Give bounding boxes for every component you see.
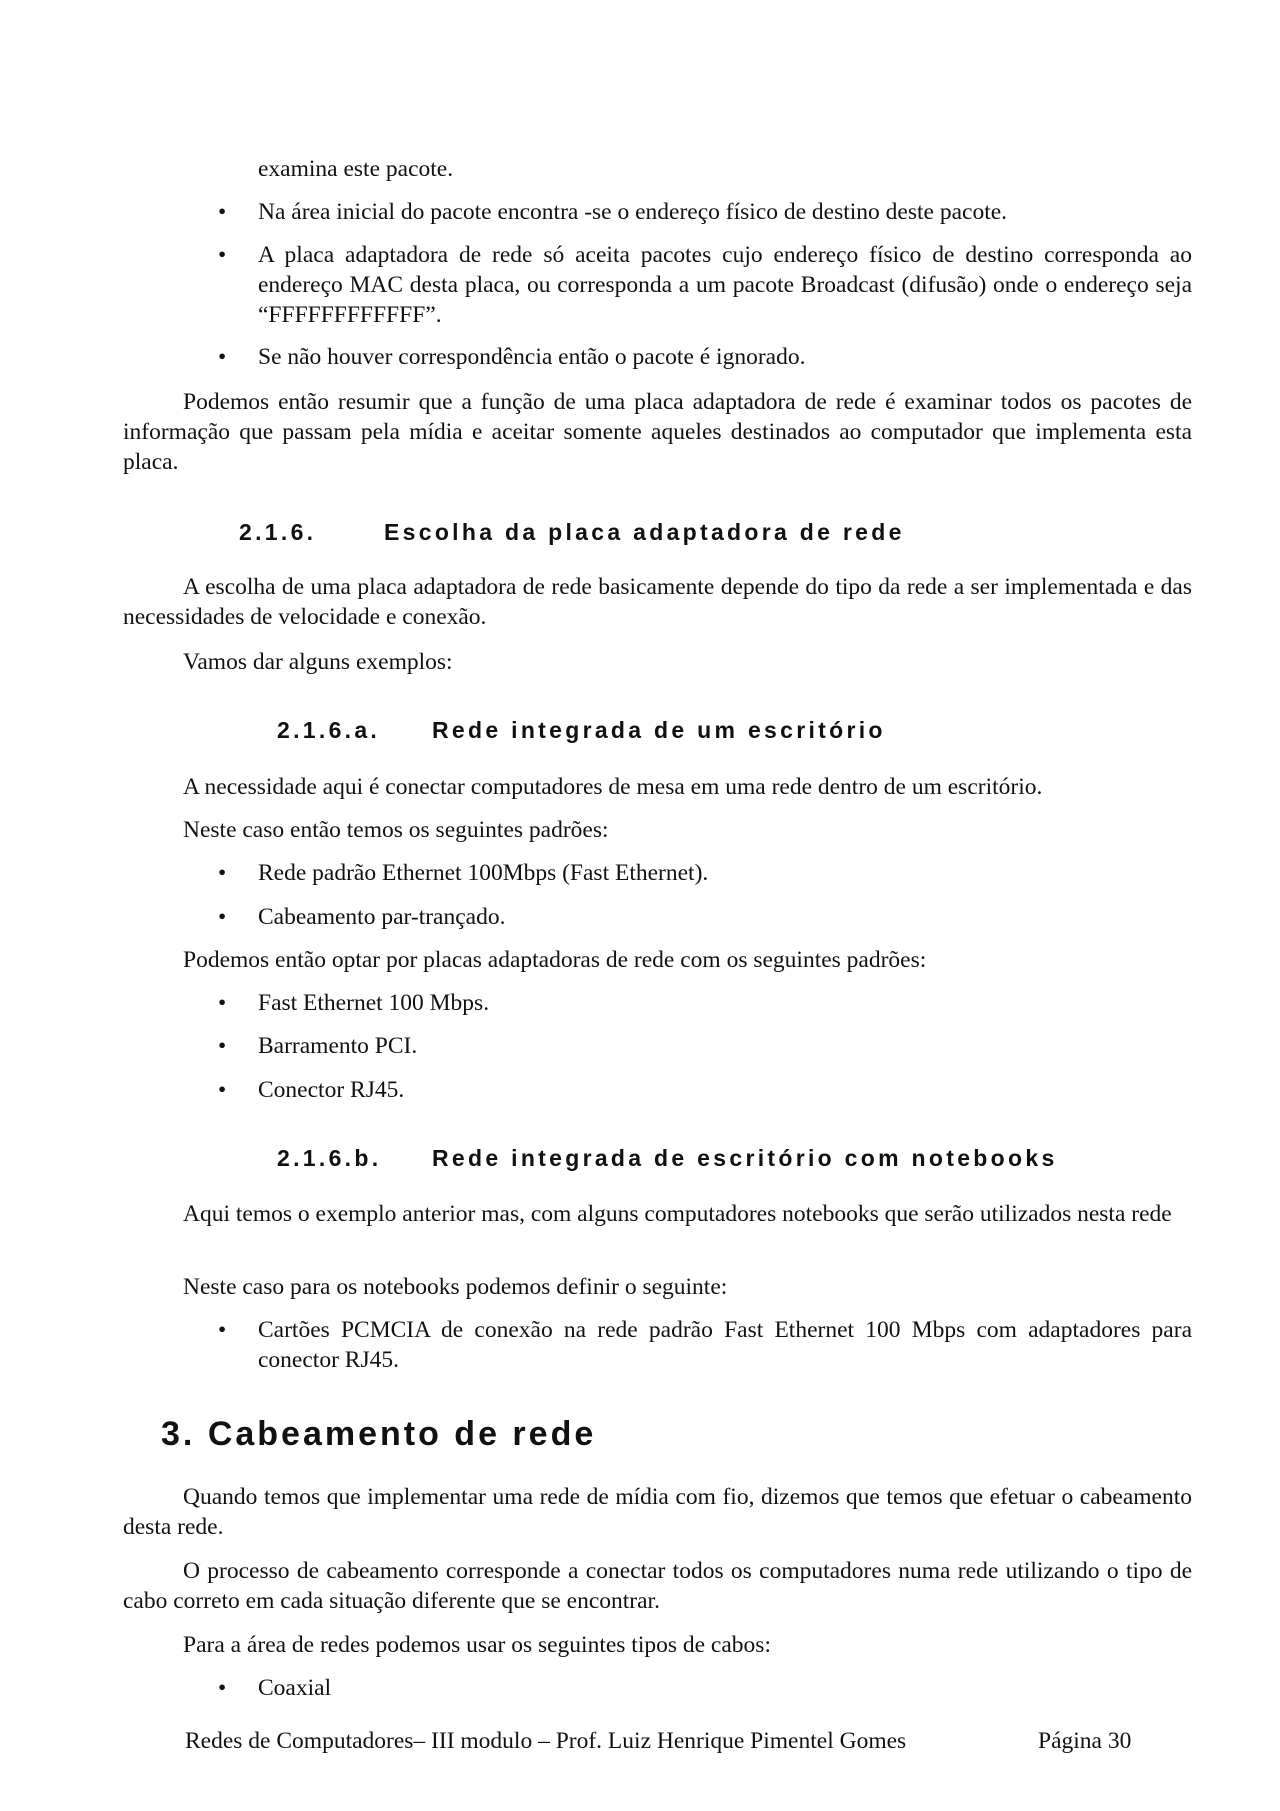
list-item: • Na área inicial do pacote encontra -se o endereço físico de destino deste pacote. <box>258 197 1192 227</box>
list-item: • Conector RJ45. <box>258 1075 1192 1105</box>
section-number: 2.1.6.a. <box>277 717 381 743</box>
paragraph-text: Vamos dar alguns exemplos: <box>183 649 453 675</box>
footer-course-info: Redes de Computadores– III modulo – Prof. Luiz Henrique Pimentel Gomes <box>185 1728 907 1754</box>
continuation-line <box>258 154 1192 184</box>
paragraph <box>183 647 1192 677</box>
chapter-number: 3. <box>161 1415 196 1453</box>
paragraph <box>123 572 1192 632</box>
paragraph-text: Podemos então optar por placas adaptadoras de rede com os seguintes padrões: <box>183 947 927 973</box>
list-item: • Coaxial <box>258 1673 1192 1703</box>
paragraph <box>183 1630 1192 1660</box>
paragraph-text: O processo de cabeamento corresponde a conectar todos os computadores numa rede utilizando o tipo de cabo correto em cada situação diferente que se encontrar. <box>123 1558 1192 1614</box>
section-title: Rede integrada de escritório com notebooks <box>432 1145 1058 1171</box>
section-title: Escolha da placa adaptadora de rede <box>384 519 905 545</box>
summary-text: Podemos então resumir que a função de uma placa adaptadora de rede é examinar todos os pacotes de informação que passam pela mídia e aceitar somente aqueles destinados ao computador que implementa esta placa. <box>123 389 1192 475</box>
section-heading-2-1-6-a <box>277 717 886 744</box>
paragraph <box>123 1556 1192 1616</box>
paragraph <box>183 1272 1192 1302</box>
section-title: Rede integrada de um escritório <box>432 717 886 743</box>
paragraph-text: Quando temos que implementar uma rede de mídia com fio, dizemos que temos que efetuar o cabeamento desta rede. <box>123 1484 1192 1540</box>
list-item: • Barramento PCI. <box>258 1031 1192 1061</box>
paragraph <box>123 1199 1192 1229</box>
list-item: • Cabeamento par-trançado. <box>258 902 1192 932</box>
paragraph-text: Neste caso então temos os seguintes padrões: <box>183 817 609 843</box>
list-item: • A placa adaptadora de rede só aceita pacotes cujo endereço físico de destino corresponda ao endereço MAC desta placa, ou corresponda a um pacote Broadcast (difusão) onde o endereço seja “FFFFFFFFFFFF”. <box>258 240 1192 330</box>
list-item: • Rede padrão Ethernet 100Mbps (Fast Ethernet). <box>258 858 1192 888</box>
paragraph <box>183 772 1192 802</box>
section-number: 2.1.6.b. <box>277 1145 382 1171</box>
list-item: • Se não houver correspondência então o pacote é ignorado. <box>258 342 1192 372</box>
chapter-title: Cabeamento de rede <box>207 1415 597 1453</box>
section-number: 2.1.6. <box>239 519 317 545</box>
list-item: • Cartões PCMCIA de conexão na rede padrão Fast Ethernet 100 Mbps com adaptadores para conector RJ45. <box>258 1315 1192 1375</box>
section-heading-2-1-6 <box>239 519 905 546</box>
paragraph-text: A escolha de uma placa adaptadora de rede basicamente depende do tipo da rede a ser implementada e das necessidades de velocidade e conexão. <box>123 574 1192 630</box>
paragraph <box>123 1482 1192 1542</box>
paragraph-text: A necessidade aqui é conectar computadores de mesa em uma rede dentro de um escritório. <box>183 774 1043 800</box>
paragraph-text: Para a área de redes podemos usar os seguintes tipos de cabos: <box>183 1632 771 1658</box>
continuation-text: examina este pacote. <box>258 156 454 182</box>
section-heading-2-1-6-b <box>277 1145 1058 1172</box>
list-item: • Fast Ethernet 100 Mbps. <box>258 988 1192 1018</box>
summary-paragraph <box>123 387 1192 477</box>
chapter-heading-3 <box>161 1415 596 1454</box>
paragraph-text: Aqui temos o exemplo anterior mas, com alguns computadores notebooks que serão utilizados nesta rede <box>183 1201 1172 1227</box>
paragraph <box>183 815 1192 845</box>
footer-page-number: Página 30 <box>1038 1728 1132 1754</box>
paragraph <box>183 945 1192 975</box>
paragraph-text: Neste caso para os notebooks podemos definir o seguinte: <box>183 1274 728 1300</box>
